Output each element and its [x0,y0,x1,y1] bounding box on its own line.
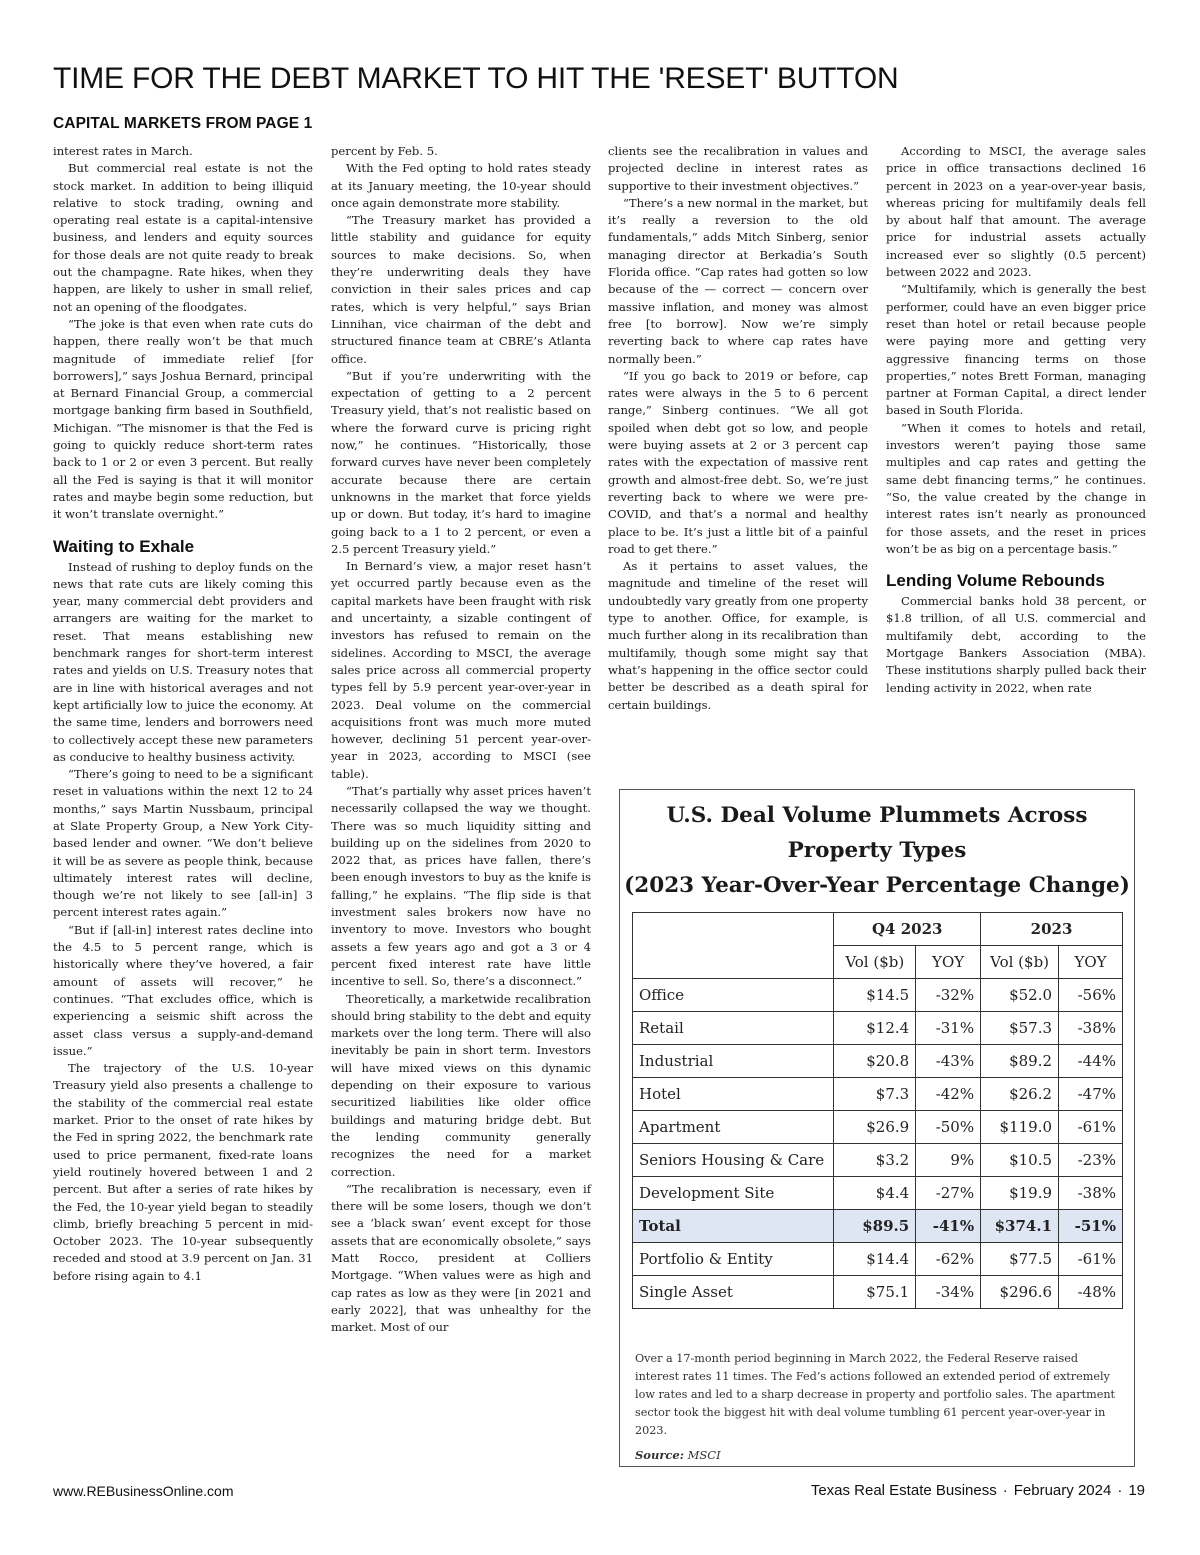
value-cell: -31% [916,1012,981,1045]
table-note: Over a 17-month period beginning in March 2022, the Federal Reserve raised interest rates 11 times. The Fed’s actions followed an extended period of extremely low rates and led to a sharp decrease in property and portfolio sales. The apartment sector took the biggest hit with deal volume tumbling 61 percent year-over-year in 2023. [635,1352,1116,1437]
table-row [633,1012,1123,1045]
value-cell: $296.6 [981,1276,1059,1309]
value-cell: $26.2 [981,1078,1059,1111]
value-cell: $19.9 [981,1177,1059,1210]
paragraph: As it pertains to asset values, the magnitude and timeline of the reset will undoubtedly vary greatly from one property type to another. Office, for example, is much further along in its recalibration than multifamily, though some might say that what’s happening in the office sector could better be described as a death spiral for certain buildings. [608,559,868,712]
paragraph: But commercial real estate is not the stock market. In addition to being illiquid relative to stock trading, owning and operating real estate is a capital-intensive business, and lenders and equity sources for those deals are not quite ready to break out the champagne. Rate hikes, when they happen, are likely to usher in small relief, not an opening of the floodgates. [53,161,313,314]
value-cell: $119.0 [981,1111,1059,1144]
value-cell: $374.1 [981,1210,1059,1243]
article-column-1 [53,143,313,1285]
property-type-cell: Hotel [633,1078,834,1111]
value-cell: $4.4 [834,1177,916,1210]
paragraph: “There’s going to need to be a significant reset in valuations within the next 12 to 24 months,” says Martin Nussbaum, principal at Slate Property Group, a New York City-based lender and owner. “We don’t believe it will be as severe as people think, because ultimately interest rates will decline, though we’re not likely to see [all-in] 3 percent interest rates again.” [53,767,313,920]
header-q4-2023: Q4 2023 [834,913,981,946]
paragraph: “But if [all-in] interest rates decline into the 4.5 to 5 percent range, which is historically where they’ve hovered, a fair amount of assets will recover,” he continues. “That excludes office, which is experiencing a seismic shift across the asset class versus a supply-and-demand issue.” [53,922,313,1058]
paragraph: interest rates in March. [53,144,193,158]
value-cell: -47% [1059,1078,1123,1111]
footer-separator: · [1002,1482,1008,1499]
value-cell: $14.4 [834,1243,916,1276]
property-type-cell: Seniors Housing & Care [633,1144,834,1177]
subheading-lending-volume-rebounds: Lending Volume Rebounds [886,571,1105,591]
table-row [633,979,1123,1012]
value-cell: $57.3 [981,1012,1059,1045]
header-vol: Vol ($b) [981,946,1059,979]
footer-separator: · [1117,1482,1123,1499]
table-row [633,1177,1123,1210]
value-cell: -34% [916,1276,981,1309]
value-cell: -27% [916,1177,981,1210]
table-body [633,979,1123,1309]
value-cell: -38% [1059,1012,1123,1045]
value-cell: -61% [1059,1243,1123,1276]
deal-volume-table [632,912,1123,1309]
table-title [620,798,1134,903]
value-cell: $77.5 [981,1243,1059,1276]
source-label: Source: [635,1448,684,1462]
article-column-4 [886,143,1146,697]
paragraph: “That’s partially why asset prices haven’t necessarily collapsed the way we thought. There was so much liquidity sitting and building up on the sidelines from 2020 to 2022 that, as prices have fallen, there’s been enough investors to buy as the knife is falling,” he explains. “The flip side is that investment sales brokers now have no inventory to move. Investors who bought assets a few years ago and got a 3 or 4 percent fixed interest rate have little incentive to sell. So, there’s a disconnect.” [331,783,591,989]
table-source [635,1448,721,1462]
value-cell: $52.0 [981,979,1059,1012]
header-yoy: YOY [1059,946,1123,979]
headline: TIME FOR THE DEBT MARKET TO HIT THE 'RESET' BUTTON [53,62,899,95]
table-row [633,1243,1123,1276]
value-cell: -61% [1059,1111,1123,1144]
property-type-cell: Development Site [633,1177,834,1210]
value-cell: $10.5 [981,1144,1059,1177]
table-row [633,1045,1123,1078]
table-corner-cell [633,913,834,946]
value-cell: -43% [916,1045,981,1078]
footer-website: www.REBusinessOnline.com [53,1483,234,1499]
header-2023: 2023 [981,913,1123,946]
paragraph: “The joke is that even when rate cuts do happen, there really won’t be that much magnitude of immediate relief [for borrowers],” says Joshua Bernard, principal at Bernard Financial Group, a commercial mortgage banking firm based in Southfield, Michigan. “The misnomer is that the Fed is going to quickly reduce short-term rates back to 1 or 2 or even 3 percent. But really all the Fed is saying is that it will monitor rates and maybe begin some reduction, but it won’t translate overnight.” [53,316,313,522]
value-cell: $26.9 [834,1111,916,1144]
value-cell: -32% [916,979,981,1012]
paragraph: Instead of rushing to deploy funds on the news that rate cuts are likely coming this year, many commercial debt providers and arrangers are waiting for the market to reset. That means establishing new benchmark ranges for short-term interest rates and yields on U.S. Treasury notes that are in line with historical averages and not kept artificially low to juice the economy. At the same time, lenders and borrowers need to collectively accept these new parameters as conducive to healthy business activity. [53,559,313,764]
table-title-line: (2023 Year-Over-Year Percentage Change) [624,873,1130,898]
value-cell: $89.2 [981,1045,1059,1078]
value-cell: -38% [1059,1177,1123,1210]
table-title-line: U.S. Deal Volume Plummets Across [666,803,1088,828]
value-cell: -41% [916,1210,981,1243]
value-cell: -51% [1059,1210,1123,1243]
property-type-cell: Industrial [633,1045,834,1078]
value-cell: -44% [1059,1045,1123,1078]
table-sub-header [633,946,1123,979]
table-row [633,1144,1123,1177]
value-cell: -42% [916,1078,981,1111]
value-cell: 9% [916,1144,981,1177]
subheading-waiting-to-exhale: Waiting to Exhale [53,536,195,556]
table-row [633,1210,1123,1243]
paragraph: “Multifamily, which is generally the best performer, could have an even bigger price reset than hotel or retail because people were paying more and getting very aggressive financing terms on those properties,” notes Brett Forman, managing partner at Forman Capital, a direct lender based in South Florida. [886,282,1146,418]
paragraph: “The Treasury market has provided a little stability and guidance for equity sources to make decisions. So, when they’re underwriting deals they have conviction in their sales prices and cap rates, which is very helpful,” says Brian Linnihan, vice chairman of the debt and structured finance team at CBRE’s Atlanta office. [331,213,591,366]
value-cell: -62% [916,1243,981,1276]
property-type-cell: Total [633,1210,834,1243]
table-title-line: Property Types [787,838,967,863]
paragraph: The trajectory of the U.S. 10-year Treasury yield also presents a challenge to the stability of the commercial real estate market. Prior to the onset of rate hikes by the Fed in spring 2022, the benchmark rate used to price permanent, fixed-rate loans yield routinely hovered between 1 and 2 percent. But after a series of rate hikes by the Fed, the 10-year yield began to steadily climb, briefly breaching 5 percent in mid-October 2023. The 10-year subsequently receded and stood at 3.9 percent on Jan. 31 before rising again to 4.1 [53,1061,313,1283]
paragraph: clients see the recalibration in values and projected decline in interest rates as supportive to their investment objectives.” [608,144,868,193]
footer-folio [811,1482,1145,1499]
paragraph: According to MSCI, the average sales price in office transactions declined 16 percent in 2023 on a year-over-year basis, whereas pricing for multifamily deals fell by about half that amount. The average price for industrial assets actually increased ever so slightly (0.5 percent) between 2022 and 2023. [886,144,1146,280]
value-cell: $14.5 [834,979,916,1012]
value-cell: $20.8 [834,1045,916,1078]
deal-volume-table-box [619,789,1135,1467]
paragraph: “The recalibration is necessary, even if there will be some losers, though we don’t see a ‘black swan’ event except for those assets that are economically obsolete,” says Matt Rocco, president at Colliers Mortgage. “When values were as high and cap rates as low as they were [in 2021 and early 2022], that was unhealthy for the market. Most of our [331,1181,591,1335]
value-cell: $3.2 [834,1144,916,1177]
header-vol: Vol ($b) [834,946,916,979]
paragraph: In Bernard’s view, a major reset hasn’t yet occurred partly because even as the capital markets have been fraught with risk and uncertainty, a sizable contingent of investors has refused to remain on the sidelines. According to MSCI, the average sales price across all commercial property types fell by 5.9 percent year-over-year in 2023. Deal volume on the commercial acquisitions front was much more muted however, declining 51 percent year-over-year in 2023, according to MSCI (see table). [331,559,591,781]
footer-publication: Texas Real Estate Business [810,1482,997,1499]
paragraph: Theoretically, a marketwide recalibration should bring stability to the debt and equity markets over the long term. There will also inevitably be pain in short term. Investors will have mixed views on this dynamic depending on their exposure to various securitized liabilities like older office buildings and maturing bridge debt. But the lending community generally recognizes the need for a market correction. [331,991,591,1179]
value-cell: -23% [1059,1144,1123,1177]
paragraph: “If you go back to 2019 or before, cap rates were always in the 5 to 6 percent range,” Sinberg continues. “We all got spoiled when debt got so low, and people were buying assets at 2 or 3 percent cap rates with the expectation of massive rent growth and almost-free debt. So, we’re just reverting back to where we were pre-COVID, and that’s a normal and healthy place to be. It’s just a little bit of a painful road to get there.” [608,368,868,556]
continuation-kicker: CAPITAL MARKETS FROM PAGE 1 [53,115,313,132]
value-cell: $7.3 [834,1078,916,1111]
table-row [633,1078,1123,1111]
paragraph: “There’s a new normal in the market, but it’s really a reversion to the old fundamentals,” adds Mitch Sinberg, senior managing director at Berkadia’s South Florida office. “Cap rates had gotten so low because of the — correct — concern over massive inflation, and money was almost free [to borrow]. Now we’re simply reverting back to where cap rates have normally been.” [608,195,868,366]
footer-date: February 2024 [1013,1482,1112,1499]
paragraph: With the Fed opting to hold rates steady at its January meeting, the 10-year should once again demonstrate more stability. [331,161,591,210]
value-cell: -48% [1059,1276,1123,1309]
value-cell: -50% [916,1111,981,1144]
value-cell: $89.5 [834,1210,916,1243]
value-cell: $12.4 [834,1012,916,1045]
footer-page-number: 19 [1128,1482,1145,1499]
header-yoy: YOY [916,946,981,979]
value-cell: -56% [1059,979,1123,1012]
paragraph: Commercial banks hold 38 percent, or $1.8 trillion, of all U.S. commercial and multifamily debt, according to the Mortgage Bankers Association (MBA). These institutions sharply pulled back their lending activity in 2022, when rate [886,594,1146,695]
article-column-3 [608,143,868,714]
table-row [633,1276,1123,1309]
table-corner-cell [633,946,834,979]
value-cell: $75.1 [834,1276,916,1309]
property-type-cell: Single Asset [633,1276,834,1309]
property-type-cell: Retail [633,1012,834,1045]
source-value: MSCI [687,1448,721,1462]
paragraph: “When it comes to hotels and retail, investors weren’t paying those same multiples and cap rates and getting the same debt financing terms,” he continues. “So, the value created by the change in interest rates isn’t nearly as pronounced for those assets, and the reset in prices won’t be as big on a percentage basis.” [886,420,1146,556]
property-type-cell: Portfolio & Entity [633,1243,834,1276]
article-column-2 [331,143,591,1336]
table-group-header [633,913,1123,946]
paragraph: percent by Feb. 5. [331,144,438,158]
paragraph: “But if you’re underwriting with the expectation of getting to a 2 percent Treasury yield, that’s not realistic based on where the forward curve is pricing right now,” he continues. “Historically, those forward curves have never been completely accurate because there are certain unknowns in the market that force yields up or down. But today, it’s hard to imagine going back to a 1 to 2 percent, or even a 2.5 percent Treasury yield.” [331,368,591,556]
property-type-cell: Office [633,979,834,1012]
table-row [633,1111,1123,1144]
property-type-cell: Apartment [633,1111,834,1144]
